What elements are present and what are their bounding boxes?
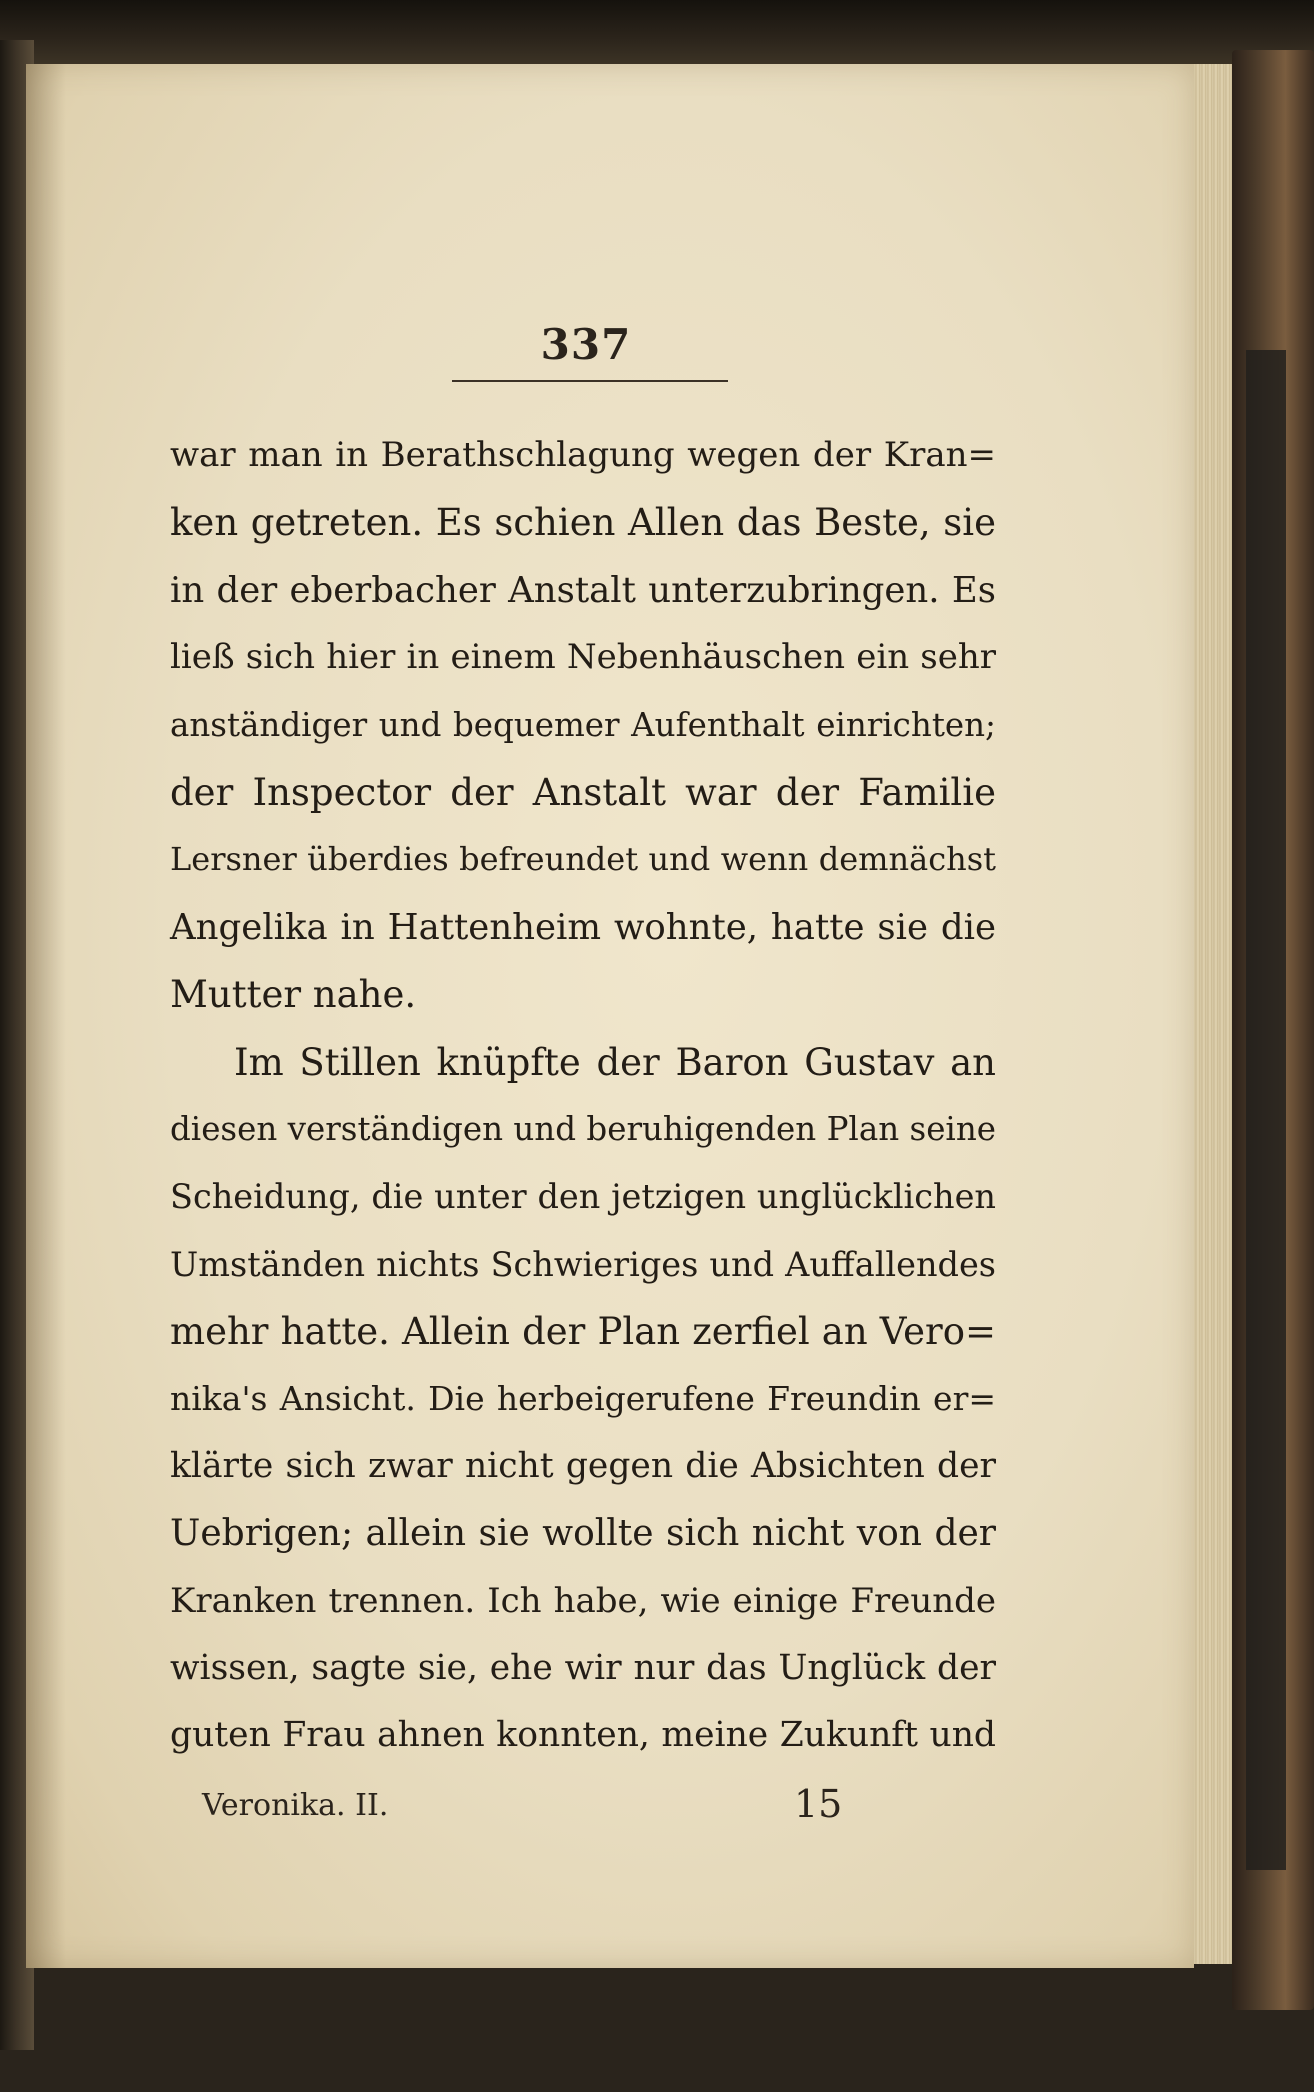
text-line: guten Frau ahnen konnten, meine Zukunft und: [170, 1715, 996, 1756]
text-line: der Inspector der Anstalt war der Familie: [170, 770, 996, 814]
text-line: Umständen nichts Schwieriges und Auffallendes: [170, 1244, 996, 1284]
text-line: klärte sich zwar nicht gegen die Absichten der: [170, 1445, 996, 1486]
text-line: Mutter nahe.: [170, 973, 417, 1017]
book-cover-edge: [1232, 50, 1314, 2010]
text-line: diesen verständigen und beruhigenden Plan seine: [170, 1109, 996, 1148]
text-line: ließ sich hier in einem Nebenhäuschen ein sehr: [170, 637, 996, 678]
text-line: Kranken trennen. Ich habe, wie einige Freunde: [170, 1580, 996, 1621]
text-line: mehr hatte. Allein der Plan zerfiel an Vero=: [170, 1310, 996, 1354]
book-top-edge: [0, 0, 1314, 64]
book-page: [26, 64, 1194, 1968]
text-line: wissen, sagte sie, ehe wir nur das Unglück der: [170, 1648, 996, 1689]
body-text: [170, 422, 996, 1770]
text-line: Lersner überdies befreundet und wenn demnächst: [170, 840, 996, 879]
text-line: anständiger und bequemer Aufenthalt einrichten;: [170, 705, 996, 744]
signature-mark: Veronika. II.: [202, 1788, 389, 1823]
text-line: Im Stillen knüpfte der Baron Gustav an: [234, 1040, 996, 1084]
sheet-number: 15: [794, 1782, 843, 1826]
header-rule: [452, 380, 728, 382]
text-line: nika's Ansicht. Die herbeigerufene Freundin er=: [170, 1379, 996, 1419]
gutter-shadow: [26, 64, 66, 1968]
text-line: Angelika in Hattenheim wohnte, hatte sie die: [170, 906, 996, 948]
page-number: 337: [540, 320, 632, 369]
text-line: ken getreten. Es schien Allen das Beste, sie: [170, 501, 996, 545]
text-line: war man in Berathschlagung wegen der Kran=: [170, 435, 996, 475]
text-line: in der eberbacher Anstalt unterzubringen. Es: [170, 569, 996, 611]
text-line: Scheidung, die unter den jetzigen unglücklichen: [170, 1177, 996, 1217]
text-line: Uebrigen; allein sie wollte sich nicht von der: [170, 1513, 996, 1555]
